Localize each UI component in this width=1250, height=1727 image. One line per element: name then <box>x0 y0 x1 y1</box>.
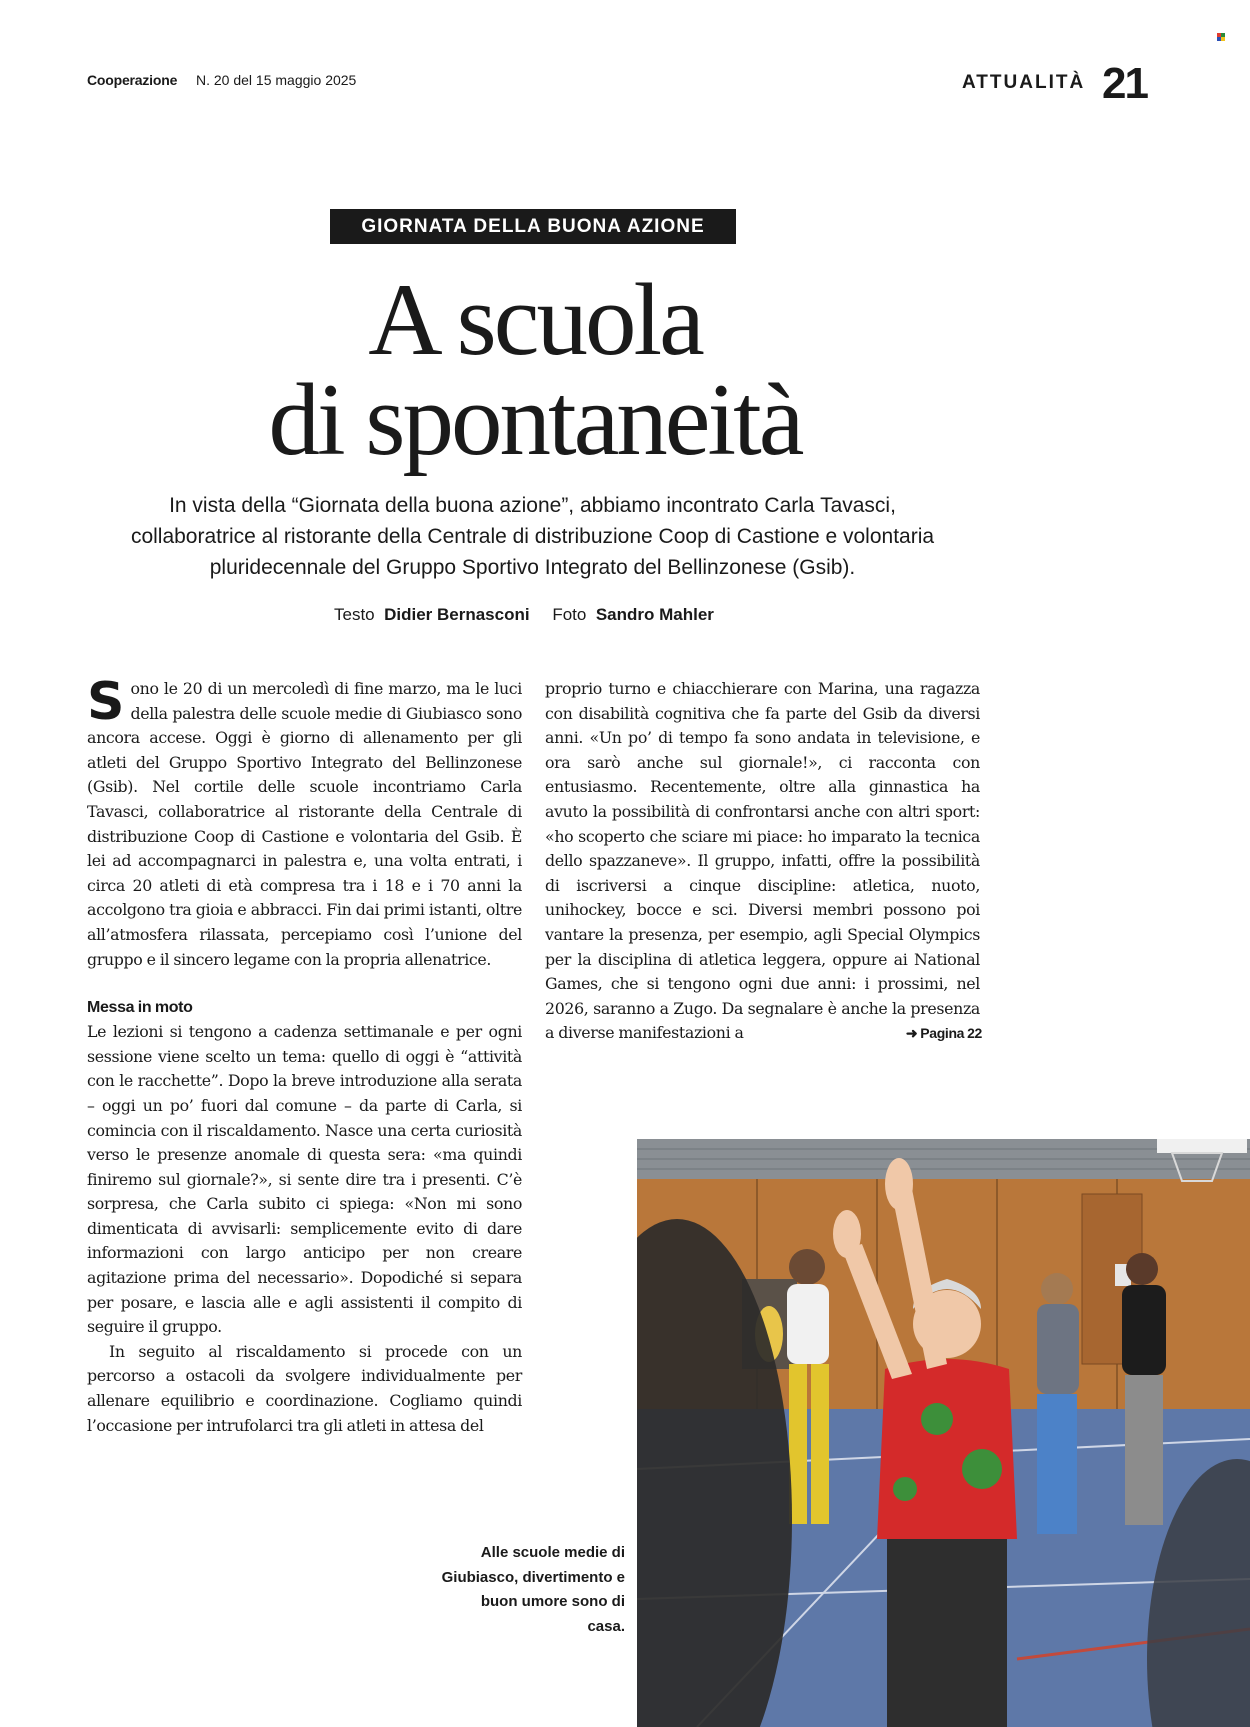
byline <box>334 605 714 625</box>
print-registration-mark <box>1217 33 1225 41</box>
continued-on-page-link[interactable]: ➜ Pagina 22 <box>905 1025 982 1042</box>
standfirst-line-3: pluridecennale del Gruppo Sportivo Integrato del Bellinzonese (Gsib). <box>209 556 856 579</box>
page-number: 21 <box>1102 59 1147 108</box>
standfirst-line-1: In vista della “Giornata della buona azione”, abbiamo incontrato Carla Tavasci, <box>169 494 896 517</box>
article-headline <box>180 263 890 477</box>
headline-line-2: di spontaneità <box>268 363 802 477</box>
body-paragraph-2: Le lezioni si tengono a cadenza settimanale e per ogni sessione viene scelto un tema: quello di oggi è “attività con le racchette”. Dopo la breve introduzione alla serata – oggi un po’ fuori dal comune – da parte di Carla, si comincia con il riscaldamento. Nasce una certa curiosità verso le presenze anomale di questa sera: «ma quindi finiremo sul giornale?», si sente dire tra i presenti. C’è sorpresa, che Carla subito ci spiega: «Non mi sono dimenticata di avvisarli: semplicemente evito di dare informazioni con largo anticipo per non creare agitazione prima del necessario». Dopodiché si separa per posare, e lascia alle e agli assistenti il compito di seguire il gruppo. <box>87 1022 522 1337</box>
publication-name: Cooperazione <box>87 72 178 88</box>
paragraph-4-text: proprio turno e chiacchierare con Marina, una ragazza con disabilità cognitiva che fa parte del Gsib da diversi anni. «Un po’ di tempo fa sono andata in televisione, e ora sarò anche sul giornale!», ci racconta con entusiasmo. Recentemente, oltre alla ginnastica ha avuto la possibilità di confrontarsi anche con altri sport: «ho scoperto che sciare mi piace: ho imparato la tecnica dello spazzaneve». Il gruppo, infatti, offre la possibilità di iscriversi a cinque discipline: atletica, nuoto, unihockey, bocce e sci. Diversi membri possono poi vantare la presenza, per esempio, agli Special Olympics per la disciplina di atletica leggera, oppure ai National Games, che si tengono ogni due anni: i prossimi, nel 2026, saranno a Zugo. Da segnalare è anche la presenza a diverse manifestazioni a <box>545 679 980 1043</box>
body-column-2 <box>545 677 980 1046</box>
body-paragraph-4 <box>545 677 980 1046</box>
issue-date: N. 20 del 15 maggio 2025 <box>196 72 357 88</box>
paragraph-1-text: ono le 20 di un mercoledì di fine marzo, ma le luci della palestra delle scuole medie di Giubiasco sono ancora accese. Oggi è giorno di allenamento per gli atleti del Gruppo Sportivo Integrato del Bellinzonese (Gsib). Nel cortile delle scuole incontriamo Carla Tavasci, collaboratrice al ristorante della Centrale di distribuzione Coop di Castione e volontaria del Gsib. È lei ad accompagnarci in palestra e, una volta entrati, i circa 20 atleti di età compresa tra i 18 e i 70 anni la accolgono tra gioia e abbracci. Fin dai primi istanti, oltre all’atmosfera rilassata, percepiamo così l’unione del gruppo e il sincero legame con la propria allenatrice. <box>87 679 522 969</box>
drop-cap: S <box>87 672 125 732</box>
body-paragraph-3: In seguito al riscaldamento si procede con un percorso a ostacoli da svolgere individualmente per allenare equilibrio e coordinazione. Cogliamo quindi l’occasione per intrufolarci tra gli atleti in attesa del <box>87 1341 522 1435</box>
body-paragraph-1 <box>87 672 522 972</box>
subheading-messa-in-moto: Messa in moto <box>87 999 193 1017</box>
byline-photographer: Sandro Mahler <box>595 605 714 624</box>
article-standfirst <box>90 490 975 583</box>
article-photo <box>637 1139 1250 1727</box>
photo-caption: Alle scuole medie di Giubiasco, divertimento e buon umore sono di casa. <box>441 1544 625 1635</box>
standfirst-line-2: collaboratrice al ristorante della Centrale di distribuzione Coop di Castione e volontaria <box>130 525 935 548</box>
byline-photo-label: Foto <box>552 605 587 624</box>
gym-scene-illustration <box>637 1139 1250 1727</box>
body-column-1 <box>87 672 522 1438</box>
article-kicker: GIORNATA DELLA BUONA AZIONE <box>330 209 736 244</box>
byline-text-label: Testo <box>334 605 375 624</box>
section-label: ATTUALITÀ <box>962 72 1086 93</box>
byline-author: Didier Bernasconi <box>384 605 530 624</box>
headline-line-1: A scuola <box>368 263 702 377</box>
